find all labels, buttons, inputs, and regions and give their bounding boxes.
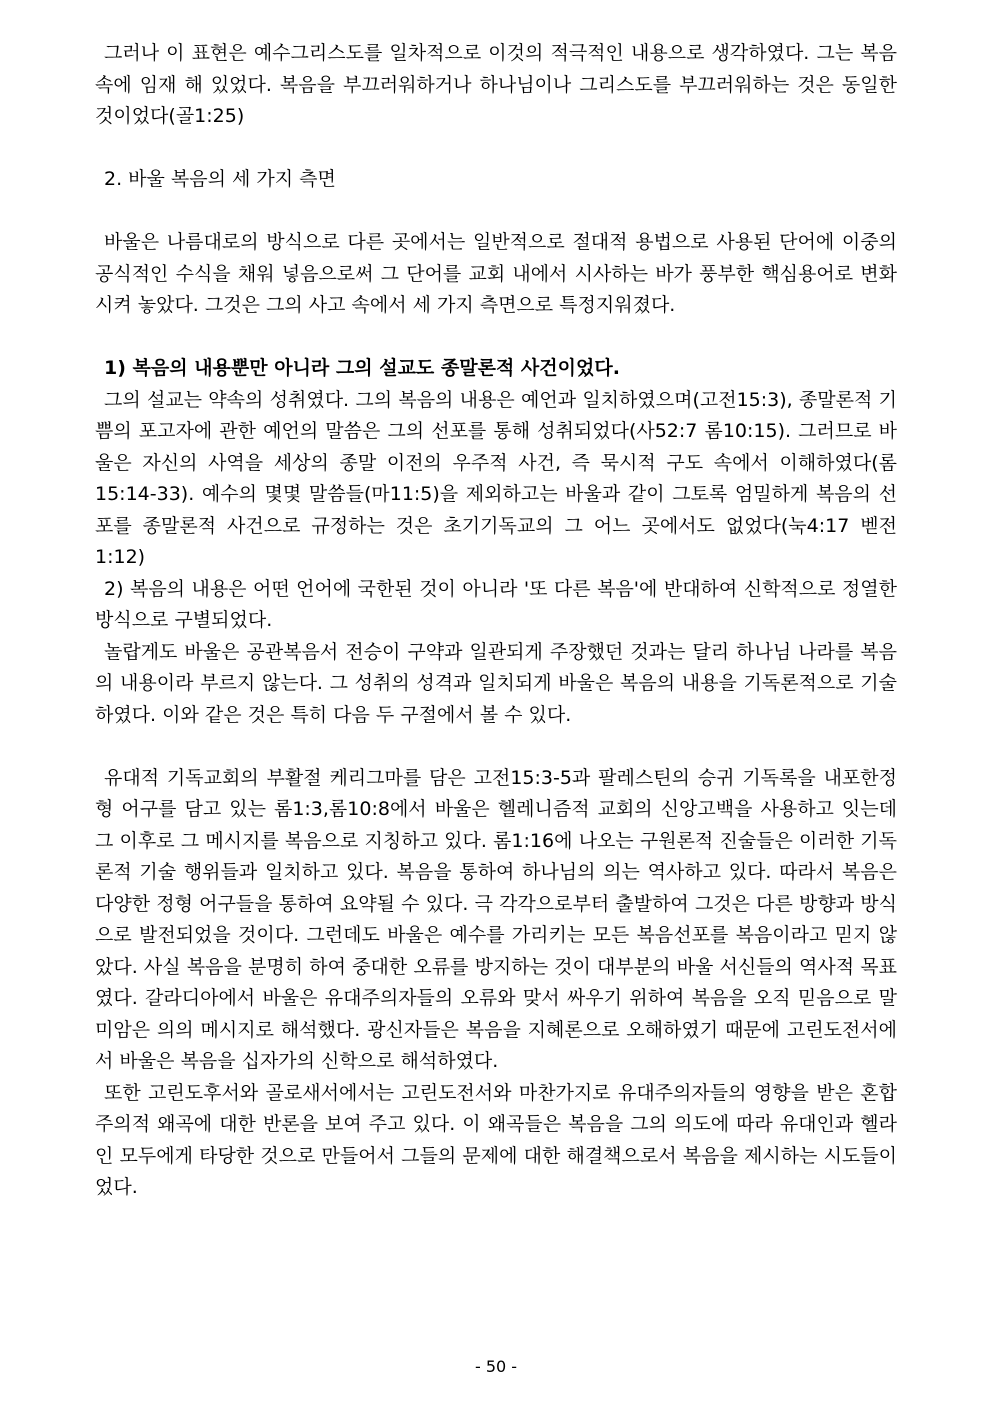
- page-number: - 50 -: [474, 1357, 518, 1376]
- paragraph-christology: 놀랍게도 바울은 공관복음서 전승이 구약과 일관되게 주장했던 것과는 달리 하나님 나라를 복음의 내용이라 부르지 않는다. 그 성취의 성격과 일치되게 바울은 복음의 내용을 기독론적으로 기술하였다. 이와 같은 것은 특히 다음 두 구절에서 볼 수 있다.: [95, 640, 897, 726]
- section-heading: 2. 바울 복음의 세 가지 측면: [104, 168, 336, 190]
- paragraph-preaching-eschatology: 그의 설교는 약속의 성취였다. 그의 복음의 내용은 예언과 일치하였으며(고전15:3), 종말론적 기쁨의 포고자에 관한 예언의 말씀은 그의 선포를 통해 성취되었다(사52:7 롬10:15). 그러므로 바울은 자신의 사역을 세상의 종말 이전의 우주적 사건, 즉 묵시적 구도 속에서 이해하였다(롬15:14-33). 예수의 몇몇 말씀들(마11:5)을 제외하고는 바울과 같이 그토록 엄밀하게 복음의 선포를 종말론적 사건으로 규정하는 것은 초기기독교의 그 어느 곳에서도 없었다(눅4:17 벧전1:12): [95, 388, 897, 568]
- spacer: [95, 196, 897, 228]
- spacer: [95, 322, 897, 354]
- paragraph-kerygma: 유대적 기독교회의 부활절 케리그마를 담은 고전15:3-5과 팔레스틴의 승귀 기독록을 내포한정형 어구를 담고 있는 롬1:3,롬10:8에서 바울은 헬레니즘적 교회의 신앙고백을 사용하고 잇는데 그 이후로 그 메시지를 복음으로 지칭하고 있다. 롬1:16에 나오는 구원론적 진술들은 이러한 기독론적 기술 행위들과 일치하고 있다. 복음을 통하여 하나님의 의는 역사하고 있다. 따라서 복음은 다양한 정형 어구들을 통하여 요약될 수 있다. 극 각각으로부터 출발하여 그것은 다른 방향과 방식으로 발전되었을 것이다. 그런데도 바울은 예수를 가리키는 모든 복음선포를 복음이라고 믿지 않았다. 사실 복음을 분명히 하여 중대한 오류를 방지하는 것이 대부분의 바울 서신들의 역사적 목표였다. 갈라디아에서 바울은 유대주의자들의 오류와 맞서 싸우기 위하여 복음을 오직 믿음으로 말미암은 의의 메시지로 해석했다. 광신자들은 복음을 지혜론으로 오해하였기 때문에 고린도전서에서 바울은 복음을 십자가의 신학으로 해석하였다.: [95, 766, 897, 1072]
- paragraph-section-intro: 바울은 나름대로의 방식으로 다른 곳에서는 일반적으로 절대적 용법으로 사용된 단어에 이중의 공식적인 수식을 채워 넣음으로써 그 단어를 교회 내에서 시사하는 바가 풍부한 핵심용어로 변화시켜 놓았다. 그것은 그의 사고 속에서 세 가지 측면으로 특정지워졌다.: [95, 231, 897, 316]
- paragraph-syncretism: 또한 고린도후서와 골로새서에서는 고린도전서와 마찬가지로 유대주의자들의 영향을 받은 혼합주의적 왜곡에 대한 반론을 보여 주고 있다. 이 왜곡들은 복음을 그의 의도에 따라 유대인과 헬라인 모두에게 타당한 것으로 만들어서 그들의 문제에 대한 해결책으로서 복음을 제시하는 시도들이었다.: [95, 1081, 897, 1198]
- spacer: [95, 133, 897, 165]
- subsection-heading-1: 1) 복음의 내용뿐만 아니라 그의 설교도 종말론적 사건이었다.: [104, 357, 620, 379]
- document-body: [95, 38, 897, 1204]
- spacer: [95, 731, 897, 763]
- paragraph-intro: 그러나 이 표현은 예수그리스도를 일차적으로 이것의 적극적인 내용으로 생각하였다. 그는 복음 속에 임재 해 있었다. 복음을 부끄러워하거나 하나님이나 그리스도를 부끄러워하는 것은 동일한 것이었다(골1:25): [95, 42, 897, 127]
- subsection-heading-2: 2) 복음의 내용은 어떤 언어에 국한된 것이 아니라 '또 다른 복음'에 반대하여 신학적으로 정열한 방식으로 구별되었다.: [95, 577, 897, 631]
